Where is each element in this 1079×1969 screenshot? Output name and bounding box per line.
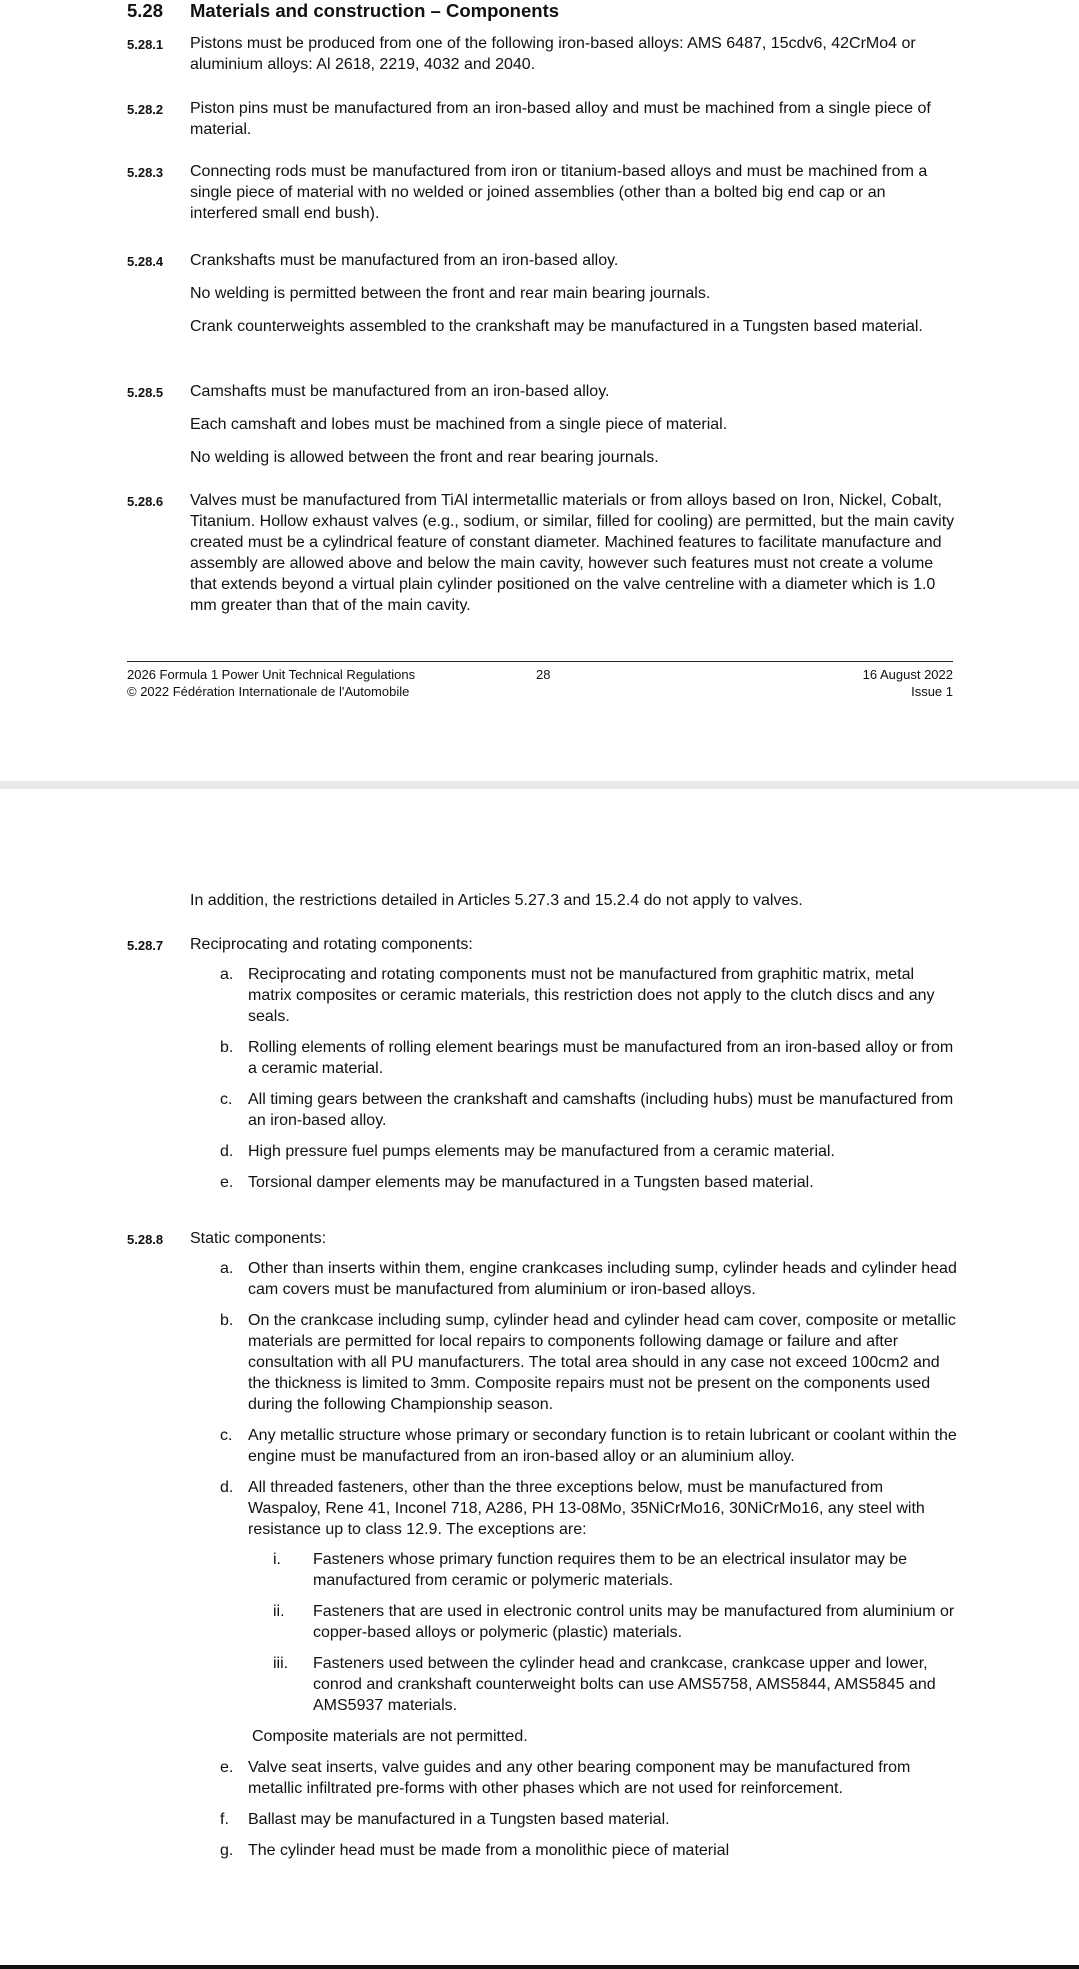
continuation-paragraph: In addition, the restrictions detailed in Articles 5.27.3 and 15.2.4 do not apply to valves. (190, 892, 803, 909)
list-item: c. All timing gears between the crankshaft and camshafts (including hubs) must be manufactured from an iron-based alloy. (220, 1091, 954, 1129)
footer-date: 16 August 2022 (862, 667, 953, 682)
clause-intro: Reciprocating and rotating components: (190, 936, 473, 953)
list-item: a. Other than inserts within them, engine crankcases including sump, cylinder heads and cylinder head cam covers must be manufactured from aluminium or iron-based alloys. (220, 1260, 957, 1298)
clause-5-28-4 (127, 250, 957, 337)
clause-text: No welding is allowed between the front and rear bearing journals. (190, 449, 659, 466)
clause-number: 5.28.7 (127, 938, 164, 953)
clause-5-28-1 (127, 33, 957, 75)
exception-list (248, 1549, 957, 1716)
clause-5-28-6 (127, 490, 957, 616)
bottom-edge (0, 1965, 1079, 1969)
exception-item: iii. Fasteners used between the cylinder head and crankcase, crankcase upper and lower, conrod and crankshaft counterweight bolts can use AMS5758, AMS5844, AMS5845 and AMS5937 materials. (273, 1655, 936, 1714)
clause-text: Pistons must be produced from one of the following iron-based alloys: AMS 6487, 15cdv6, 42CrMo4 or aluminium alloys: Al 2618, 2219, 4032 and 2040. (190, 35, 916, 73)
list-item: e. Torsional damper elements may be manufactured in a Tungsten based material. (220, 1174, 814, 1191)
list-item: b. On the crankcase including sump, cylinder head and cylinder head cam cover, composite or metallic materials are permitted for local repairs to components following damage or failure and after consultation with all PU manufacturers. The total area should in any case not exceed 100cm2 and the thickness is limited to 3mm. Composite repairs must not be present on the components used during the following Championship season. (220, 1312, 956, 1413)
clause-5-28-3 (127, 161, 957, 224)
clause-text: Camshafts must be manufactured from an iron-based alloy. (190, 383, 610, 400)
composite-note: Composite materials are not permitted. (252, 1728, 528, 1745)
clause-5-28-8 (127, 1228, 957, 1871)
list-item: e. Valve seat inserts, valve guides and any other bearing component may be manufactured from metallic infiltrated pre-forms with other phases which are not used for reinforcement. (220, 1759, 911, 1797)
exception-item: ii. Fasteners that are used in electronic control units may be manufactured from aluminium or copper-based alloys or polymeric (plastic) materials. (273, 1603, 955, 1641)
page-28 (0, 0, 1079, 781)
clause-text: Each camshaft and lobes must be machined from a single piece of material. (190, 416, 728, 433)
item-list (190, 1258, 957, 1861)
clause-text: Piston pins must be manufactured from an iron-based alloy and must be machined from a single piece of material. (190, 100, 931, 138)
list-item: a. Reciprocating and rotating components must not be manufactured from graphitic matrix, metal matrix composites or ceramic materials, this restriction does not apply to the clutch discs and any seals. (220, 966, 935, 1025)
clause-5-28-2 (127, 98, 957, 140)
item-list (190, 964, 957, 1193)
clause-number: 5.28.1 (127, 37, 164, 52)
list-item: g. The cylinder head must be made from a monolithic piece of material (220, 1842, 730, 1859)
list-item: d. All threaded fasteners, other than the three exceptions below, must be manufactured from Waspaloy, Rene 41, Inconel 718, A286, PH 13-08Mo, 35NiCrMo16, 30NiCrMo16, any steel with resistance up to class 12.9. The exceptions are: i. Fasteners whose primary function requires them to be an electrical insulator may be manufactured from ceramic or polymeric materials. ii. Fasteners that are used in electronic control units may be manufactured from aluminium or copper-based alloys or polymeric (plastic) materials. iii. Fasteners used between the cylinder head and crankcase, crankcase upper and lower, conrod and crankshaft counterweight bolts can use AMS5758, AMS5844, AMS5845 and AMS5937 materials. Composite materials are not permitted. (190, 1477, 957, 1747)
section-number: 5.28 (127, 0, 164, 21)
footer-issue: Issue 1 (911, 684, 953, 699)
section-heading (127, 0, 559, 22)
page-footer (127, 661, 953, 699)
clause-5-28-7 (127, 934, 957, 1203)
list-item: f. Ballast may be manufactured in a Tungsten based material. (220, 1811, 670, 1828)
clause-5-28-5 (127, 381, 957, 468)
clause-text: Connecting rods must be manufactured from iron or titanium-based alloys and must be machined from a single piece of material with no welded or joined assemblies (other than a bolted big end cap or an interfered small end bush). (190, 163, 928, 222)
list-item: b. Rolling elements of rolling element bearings must be manufactured from an iron-based alloy or from a ceramic material. (220, 1039, 954, 1077)
clause-intro: Static components: (190, 1230, 327, 1247)
list-item: d. High pressure fuel pumps elements may be manufactured from a ceramic material. (220, 1143, 835, 1160)
exception-item: i. Fasteners whose primary function requires them to be an electrical insulator may be manufactured from ceramic or polymeric materials. (273, 1551, 908, 1589)
clause-number: 5.28.2 (127, 102, 164, 117)
page-29 (0, 789, 1079, 1965)
section-title: Materials and construction – Components (190, 0, 560, 21)
clause-number: 5.28.5 (127, 385, 164, 400)
clause-text: Crankshafts must be manufactured from an iron-based alloy. (190, 252, 619, 269)
footer-copyright: © 2022 Fédération Internationale de l'Automobile (127, 684, 410, 699)
clause-text: Valves must be manufactured from TiAl intermetallic materials or from alloys based on Iron, Nickel, Cobalt, Titanium. Hollow exhaust valves (e.g., sodium, or similar, filled for cooling) are permitted, but the main cavity created must be a cylindrical feature of constant diameter. Machined features to facilitate manufacture and assembly are allowed above and below the main cavity, however such features must not create a volume that extends beyond a virtual plain cylinder positioned on the valve centreline with a diameter which is 1.0 mm greater than that of the main cavity. (190, 492, 955, 614)
list-item: c. Any metallic structure whose primary or secondary function is to retain lubricant or coolant within the engine must be manufactured from an iron-based alloy or an aluminium alloy. (220, 1427, 957, 1465)
clause-number: 5.28.3 (127, 165, 164, 180)
clause-text: No welding is permitted between the front and rear main bearing journals. (190, 285, 711, 302)
footer-doc-title: 2026 Formula 1 Power Unit Technical Regulations (127, 667, 416, 682)
footer-page-number: 28 (536, 667, 551, 682)
clause-number: 5.28.4 (127, 254, 164, 269)
clause-text: Crank counterweights assembled to the crankshaft may be manufactured in a Tungsten based material. (190, 318, 923, 335)
clause-number: 5.28.6 (127, 494, 164, 509)
page-separator (0, 781, 1079, 789)
clause-number: 5.28.8 (127, 1232, 164, 1247)
